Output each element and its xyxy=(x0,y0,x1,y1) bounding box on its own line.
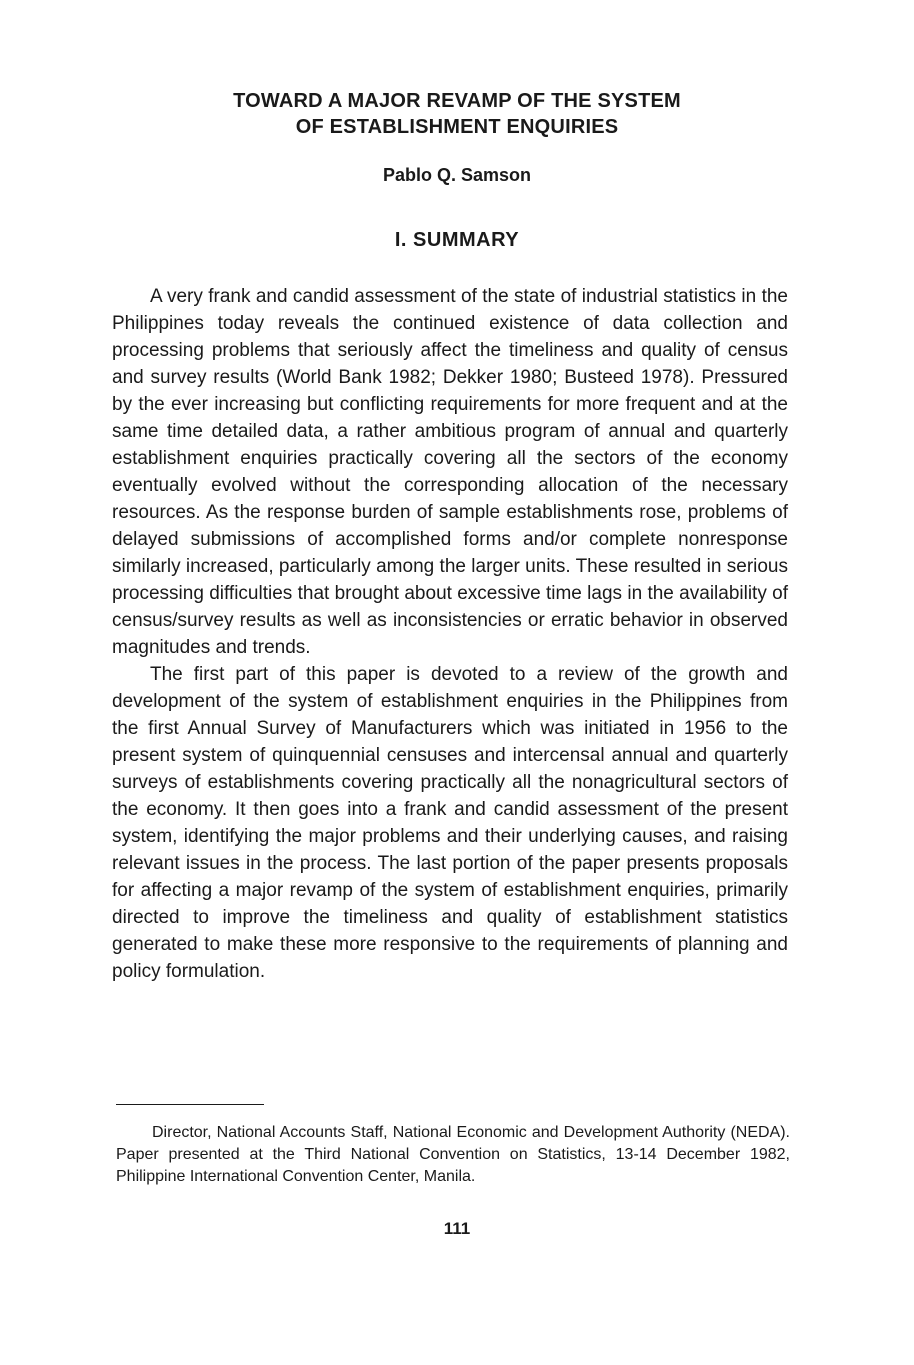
author-name: Pablo Q. Samson xyxy=(382,165,532,185)
paper-title-line-2: OF ESTABLISHMENT ENQUIRIES xyxy=(295,116,619,138)
paper-title-line-1: TOWARD A MAJOR REVAMP OF THE SYSTEM xyxy=(233,90,681,112)
footnote-divider xyxy=(116,1104,264,1105)
section-heading-summary: I. SUMMARY xyxy=(394,229,520,251)
footnote: Director, National Accounts Staff, National Economic and Development Authority (NEDA). Paper presented at the Third National Convention on Statistics, 13-14 December 1982, Philippine International Convention Center, Manila. xyxy=(116,1124,790,1185)
page-number: 111 xyxy=(443,1219,471,1238)
body-paragraph: A very frank and candid assessment of the state of industrial statistics in the Philippines today reveals the continued existence of data collection and processing problems that seriously affect the timeliness and quality of census and survey results (World Bank 1982; Dekker 1980; Busteed 1978). Pressured by the ever increasing but conflicting requirements for more frequent and at the same time detailed data, a rather ambitious program of annual and quarterly establishment enquiries practically covering all the sectors of the economy eventually evolved without the corresponding allocation of the necessary resources. As the response burden of sample establishments rose, problems of delayed submissions of accomplished forms and/or complete nonresponse similarly increased, particularly among the larger units. These resulted in serious processing difficulties that brought about excessive time lags in the availability of census/survey results as well as inconsistencies or erratic behavior in observed magnitudes and trends. xyxy=(112,286,788,658)
summary-body xyxy=(112,283,788,985)
body-paragraph: The first part of this paper is devoted to a review of the growth and development of the system of establishment enquiries in the Philippines from the first Annual Survey of Manufacturers which was initiated in 1956 to the present system of quinquennial censuses and intercensal annual and quarterly surveys of establishments covering practically all the nonagricultural sectors of the economy. It then goes into a frank and candid assessment of the present system, identifying the major problems and their underlying causes, and raising relevant issues in the process. The last portion of the paper presents proposals for affecting a major revamp of the system of establishment enquiries, primarily directed to improve the timeliness and quality of establishment statistics generated to make these more responsive to the requirements of planning and policy formulation. xyxy=(112,664,788,982)
paper-title xyxy=(0,88,914,140)
